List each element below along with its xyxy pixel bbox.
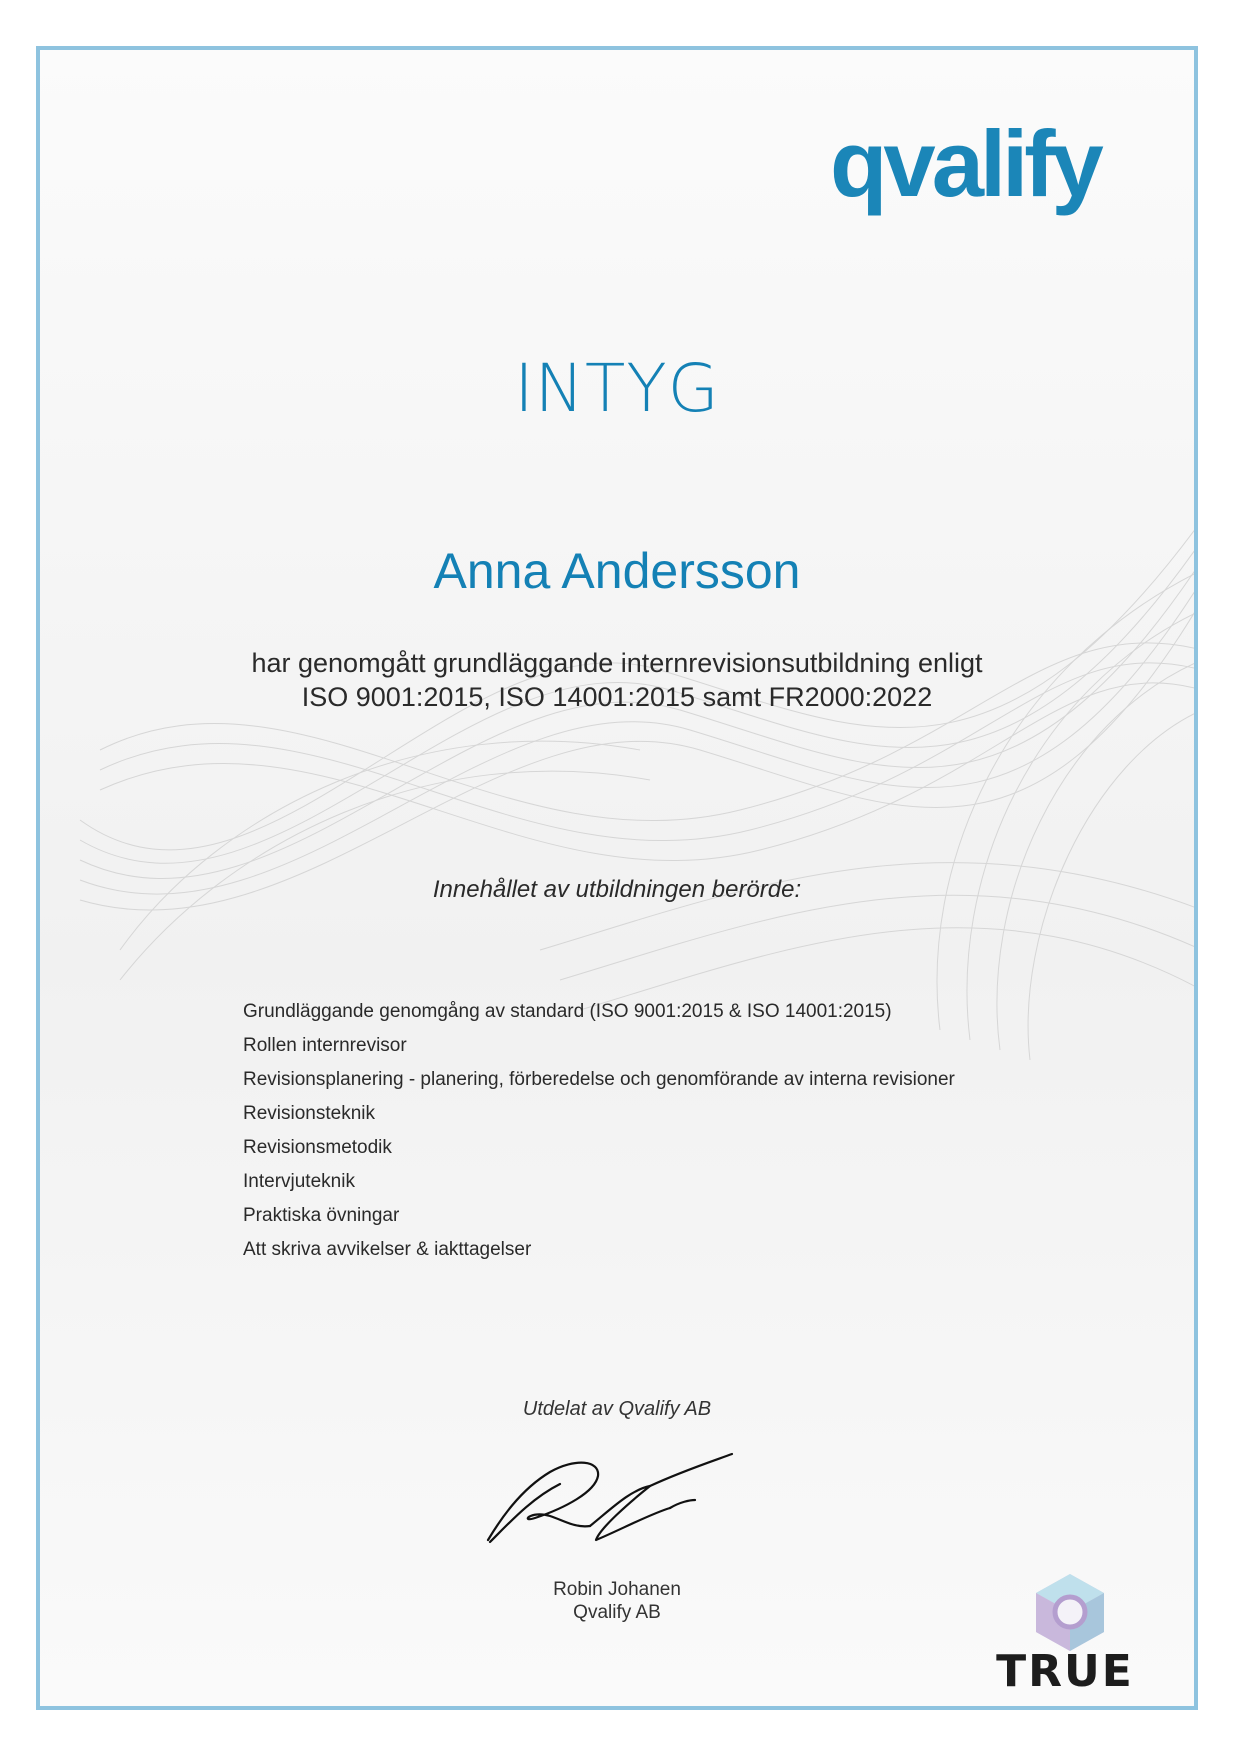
description-line: har genomgått grundläggande internrevisionsutbildning enligt (251, 648, 983, 678)
topic-item: Grundläggande genomgång av standard (ISO 9001:2015 & ISO 14001:2015) (243, 1001, 892, 1022)
description-line: ISO 9001:2015, ISO 14001:2015 samt FR2000:2022 (301, 682, 933, 712)
topic-item: Revisionsteknik (243, 1103, 375, 1124)
topic-item: Revisionsmetodik (243, 1137, 392, 1158)
topic-item: Rollen internrevisor (243, 1035, 407, 1056)
topic-list (243, 995, 955, 1267)
true-badge-text: TRUE (996, 1646, 1134, 1697)
certificate-frame (36, 46, 1198, 1710)
signer-company: Qvalify AB (573, 1602, 661, 1623)
awarded-by: Utdelat av Qvalify AB (522, 1398, 712, 1420)
certificate-description (40, 646, 1194, 714)
topic-item: Att skriva avvikelser & iakttagelser (243, 1239, 532, 1260)
logo-text: qvalify (830, 111, 1100, 216)
topic-item: Intervjuteknik (243, 1171, 355, 1192)
qvalify-logo (830, 110, 1130, 230)
certificate-title: INTYG (514, 350, 720, 427)
signer-name: Robin Johanen (553, 1579, 681, 1600)
topic-item: Revisionsplanering - planering, förberedelse och genomförande av interna revisioner (243, 1069, 955, 1090)
recipient-name: Anna Andersson (433, 543, 801, 599)
topic-item: Praktiska övningar (243, 1205, 400, 1226)
handwritten-signature (480, 1450, 740, 1560)
content-heading: Innehållet av utbildningen berörde: (432, 876, 802, 903)
